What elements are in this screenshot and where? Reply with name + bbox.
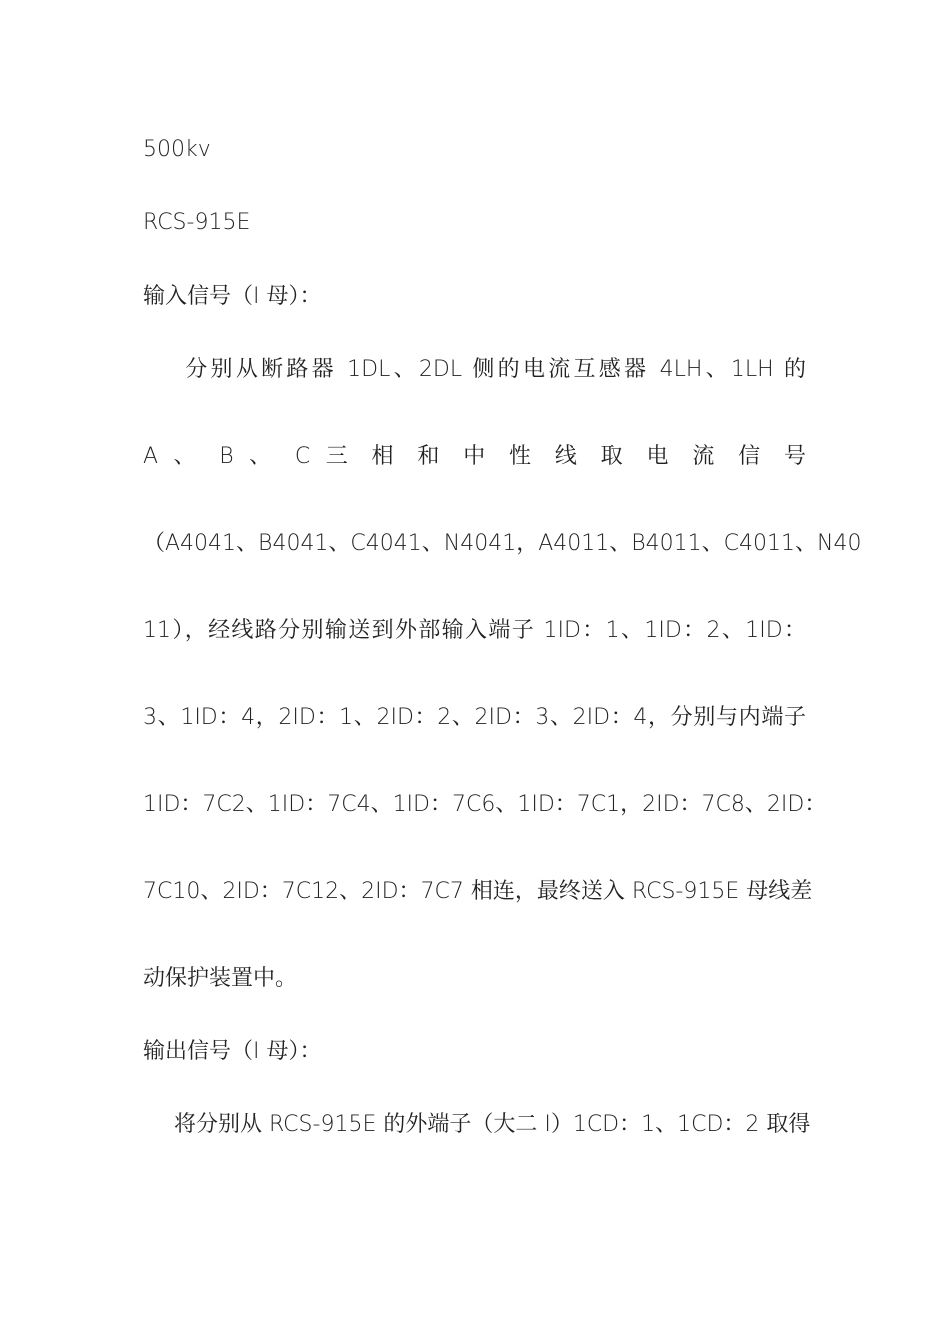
output-heading: 输出信号（I 母）：: [143, 1039, 322, 1064]
voltage-line: 500kv: [143, 137, 211, 162]
input-paragraph-line: 1ID：7C2、1ID：7C4、1ID：7C6、1ID：7C1，2ID：7C8、2ID：: [143, 792, 827, 817]
input-paragraph-line: 3、1ID：4，2ID：1、2ID：2、2ID：3、2ID：4，分别与内端子: [143, 705, 806, 730]
input-paragraph-line: 7C10、2ID：7C12、2ID：7C7 相连，最终送入 RCS-915E 母线差: [143, 879, 813, 904]
device-model-line: RCS-915E: [143, 210, 251, 235]
input-paragraph-line: A 、 B 、 C 三 相 和 中 性 线 取 电 流 信 号: [143, 444, 806, 469]
input-paragraph-line: 分别从断路器 1DL、2DL 侧的电流互感器 4LH、1LH 的: [160, 357, 806, 382]
input-paragraph-line: （A4041、B4041、C4041、N4041，A4011、B4011、C4011、N40: [143, 531, 862, 556]
output-paragraph-line: 将分别从 RCS-915E 的外端子（大二 I）1CD：1、1CD：2 取得: [152, 1112, 811, 1137]
input-paragraph-line: 动保护装置中。: [143, 966, 298, 991]
input-paragraph-line: 11），经线路分别输送到外部输入端子 1ID：1、1ID：2、1ID：: [143, 618, 806, 643]
input-heading: 输入信号（I 母）：: [143, 284, 322, 309]
